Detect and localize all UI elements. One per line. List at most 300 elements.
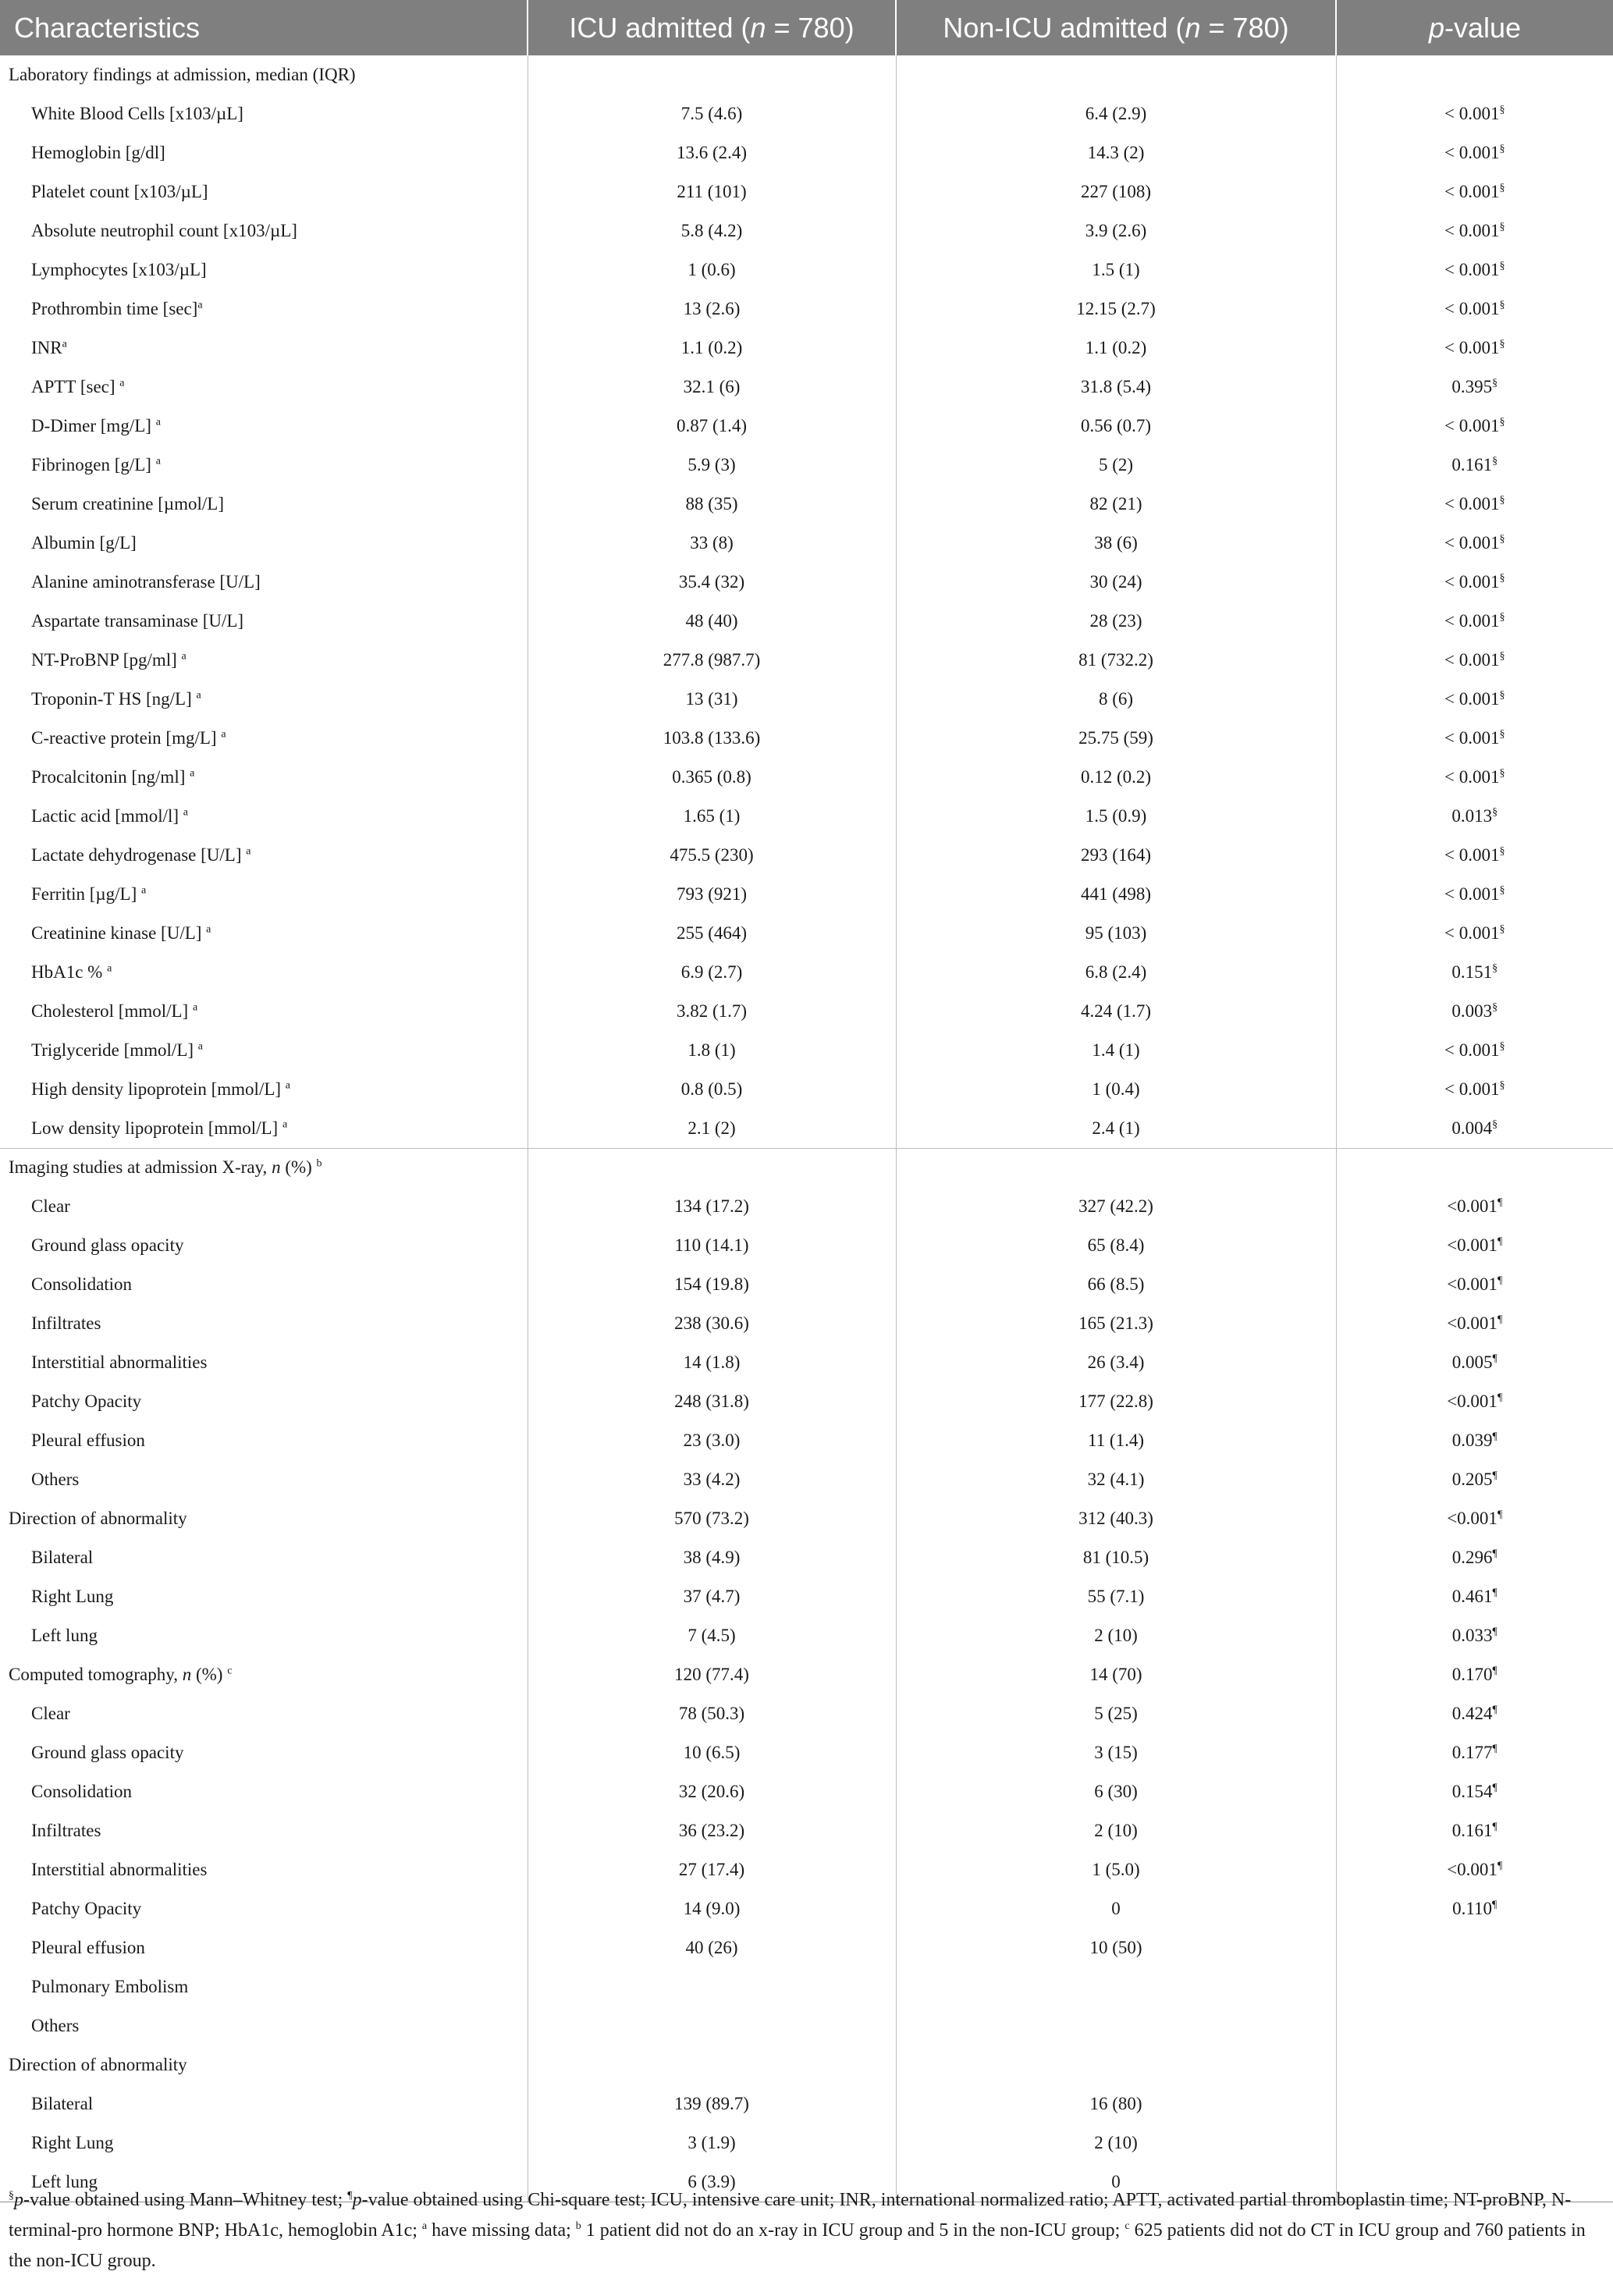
non-icu-value: 95 (103) <box>1085 923 1147 943</box>
row-label: Right Lung <box>31 2133 114 2152</box>
icu-value-cell <box>528 1031 896 1070</box>
table-row <box>0 1850 1613 1889</box>
icu-value-cell <box>528 1148 896 1187</box>
p-value-cell <box>1336 446 1613 485</box>
p-value: 0.110 <box>1452 1899 1493 1918</box>
p-value-marker: § <box>1492 1118 1498 1131</box>
p-value-marker: ¶ <box>1492 1352 1498 1365</box>
icu-value-cell <box>528 1187 896 1226</box>
non-icu-value: 1.5 (1) <box>1092 260 1140 279</box>
p-value-marker: ¶ <box>1492 1626 1498 1638</box>
icu-value: 255 (464) <box>676 923 748 943</box>
p-value-marker: § <box>1492 455 1498 467</box>
table-row <box>0 680 1613 719</box>
p-value: <0.001 <box>1447 1860 1498 1879</box>
icu-value-cell <box>528 953 896 992</box>
row-label-cell <box>0 1304 528 1343</box>
p-value-cell <box>1336 992 1613 1031</box>
row-label: Left lung <box>31 1626 98 1645</box>
row-label: INR <box>31 338 62 357</box>
table-row <box>0 1187 1613 1226</box>
row-label: Lactate dehydrogenase [U/L] <box>31 845 247 865</box>
row-label-cell <box>0 1694 528 1733</box>
p-value-marker: ¶ <box>1492 1899 1498 1911</box>
non-icu-value: 227 (108) <box>1080 182 1152 201</box>
row-label: APTT [sec] <box>31 377 120 396</box>
table-row <box>0 251 1613 290</box>
non-icu-value: 0 <box>1111 2171 1121 2191</box>
icu-value-cell <box>528 836 896 875</box>
row-label-cell <box>0 485 528 524</box>
non-icu-value: 0.56 (0.7) <box>1080 416 1152 435</box>
icu-value-cell <box>528 992 896 1031</box>
table-row <box>0 1967 1613 2006</box>
row-label: Creatinine kinase [U/L] <box>31 923 207 943</box>
row-label-sup: a <box>206 923 211 936</box>
p-value-cell <box>1336 875 1613 914</box>
header-icu-admitted <box>528 0 896 55</box>
row-label-cell <box>0 2045 528 2085</box>
row-label-sup: a <box>62 338 67 350</box>
icu-value-cell <box>528 1889 896 1928</box>
table-row <box>0 1889 1613 1928</box>
icu-value: 7 (4.5) <box>687 1626 736 1645</box>
row-label: Prothrombin time [sec] <box>31 299 198 318</box>
non-icu-value: 55 (7.1) <box>1087 1587 1145 1606</box>
table-row <box>0 1928 1613 1967</box>
icu-value-cell <box>528 407 896 446</box>
section-row <box>0 1499 1613 1538</box>
table-row <box>0 133 1613 172</box>
non-icu-value-cell <box>896 2045 1336 2085</box>
footnote-sup-section: § <box>9 2190 14 2202</box>
row-label: Interstitial abnormalities <box>31 1860 208 1879</box>
non-icu-value: 66 (8.5) <box>1087 1274 1145 1294</box>
p-value-marker: § <box>1499 923 1505 936</box>
table-row <box>0 797 1613 836</box>
icu-value: 10 (6.5) <box>683 1743 741 1762</box>
icu-value: 5.9 (3) <box>687 455 736 474</box>
p-value-cell <box>1336 953 1613 992</box>
header-characteristics-text: Characteristics <box>14 11 201 44</box>
p-value-cell <box>1336 211 1613 251</box>
non-icu-value-cell <box>896 1655 1336 1694</box>
non-icu-value: 81 (10.5) <box>1082 1548 1149 1567</box>
row-label-cell <box>0 368 528 407</box>
p-value-marker: § <box>1499 845 1505 858</box>
non-icu-value: 14 (70) <box>1089 1665 1142 1684</box>
icu-value: 13 (31) <box>685 689 738 709</box>
row-label-cell <box>0 2085 528 2124</box>
row-label-cell <box>0 563 528 602</box>
row-label: Pulmonary Embolism <box>31 1977 189 1996</box>
icu-value-cell <box>528 719 896 758</box>
footnote-p-italic: p <box>14 2190 23 2210</box>
non-icu-value: 11 (1.4) <box>1088 1431 1144 1450</box>
row-label: Absolute neutrophil count [x103/µL] <box>31 221 297 240</box>
p-value: 0.151 <box>1451 962 1493 982</box>
row-label-cell <box>0 836 528 875</box>
header-p-suffix: -value <box>1444 11 1522 44</box>
icu-value: 35.4 (32) <box>678 572 745 592</box>
p-value-cell <box>1336 2045 1613 2085</box>
icu-value: 7.5 (4.6) <box>680 104 743 123</box>
table-row <box>0 2124 1613 2163</box>
row-label-cell <box>0 1967 528 2006</box>
non-icu-value-cell <box>896 1304 1336 1343</box>
icu-value: 36 (23.2) <box>678 1821 745 1840</box>
p-value: 0.395 <box>1451 377 1493 396</box>
icu-value: 33 (4.2) <box>683 1470 741 1489</box>
non-icu-value-cell <box>896 2085 1336 2124</box>
row-label-cell <box>0 94 528 133</box>
icu-value-cell <box>528 641 896 680</box>
table-row <box>0 641 1613 680</box>
icu-value: 475.5 (230) <box>670 845 754 865</box>
table-row <box>0 1421 1613 1460</box>
p-value-marker: ¶ <box>1492 1431 1498 1443</box>
p-value-cell <box>1336 1187 1613 1226</box>
row-label-sup: a <box>190 767 195 780</box>
row-label-cell <box>0 1850 528 1889</box>
p-value-cell <box>1336 1733 1613 1772</box>
p-value-marker: § <box>1492 1001 1498 1014</box>
row-label: Ground glass opacity <box>31 1235 184 1255</box>
non-icu-value: 0 <box>1111 1899 1121 1918</box>
header-icu-n: n <box>750 11 766 44</box>
non-icu-value-cell <box>896 719 1336 758</box>
icu-value-cell <box>528 329 896 368</box>
table-row <box>0 2006 1613 2045</box>
non-icu-value-cell <box>896 1382 1336 1421</box>
icu-value-cell <box>528 1772 896 1811</box>
row-label-cell <box>0 1148 528 1187</box>
row-label: D-Dimer [mg/L] <box>31 416 156 435</box>
non-icu-value: 177 (22.8) <box>1078 1391 1153 1411</box>
non-icu-value-cell <box>896 1265 1336 1304</box>
p-value-cell <box>1336 1538 1613 1577</box>
icu-value: 120 (77.4) <box>674 1665 749 1684</box>
icu-value-cell <box>528 1109 896 1148</box>
row-label: Low density lipoprotein [mmol/L] <box>31 1118 282 1138</box>
row-label-cell <box>0 1382 528 1421</box>
table-row <box>0 368 1613 407</box>
table-row <box>0 524 1613 563</box>
p-value: < 0.001 <box>1444 533 1500 553</box>
row-label-cell <box>0 446 528 485</box>
table-row <box>0 875 1613 914</box>
p-value-marker: ¶ <box>1492 1743 1498 1755</box>
icu-value: 14 (1.8) <box>683 1352 741 1372</box>
row-label: Platelet count [x103/µL] <box>31 182 208 201</box>
p-value: < 0.001 <box>1444 1079 1500 1099</box>
p-value: < 0.001 <box>1444 572 1500 592</box>
row-label-cell <box>0 329 528 368</box>
section-row <box>0 1655 1613 1694</box>
p-value-cell <box>1336 602 1613 641</box>
non-icu-value: 2 (10) <box>1094 1821 1138 1840</box>
non-icu-value-cell <box>896 836 1336 875</box>
non-icu-value-cell <box>896 1187 1336 1226</box>
non-icu-value: 2 (10) <box>1094 2133 1138 2152</box>
non-icu-value: 165 (21.3) <box>1078 1313 1153 1333</box>
non-icu-value: 82 (21) <box>1089 494 1142 514</box>
row-label-cell <box>0 1343 528 1382</box>
table-row <box>0 1538 1613 1577</box>
row-label-cell <box>0 1499 528 1538</box>
non-icu-value-cell <box>896 953 1336 992</box>
icu-value-cell <box>528 485 896 524</box>
p-value: < 0.001 <box>1444 299 1500 318</box>
header-p-value <box>1336 0 1613 55</box>
row-label-sup: a <box>221 728 226 741</box>
row-label: Ferritin [µg/L] <box>31 884 141 904</box>
icu-value-cell <box>528 368 896 407</box>
p-value: <0.001 <box>1447 1274 1498 1294</box>
footnote-text-mann-whitney: -value obtained using Mann–Whitney test; <box>23 2190 348 2210</box>
p-value-cell <box>1336 1148 1613 1187</box>
row-label: Patchy Opacity <box>31 1391 142 1411</box>
p-value-cell <box>1336 1577 1613 1616</box>
icu-value: 238 (30.6) <box>674 1313 749 1333</box>
non-icu-value-cell <box>896 1616 1336 1655</box>
p-value-marker: § <box>1492 377 1498 389</box>
non-icu-value: 2.4 (1) <box>1092 1118 1140 1138</box>
table-row <box>0 1694 1613 1733</box>
p-value-marker: ¶ <box>1492 1782 1498 1794</box>
p-value-marker: § <box>1499 182 1505 194</box>
p-value: < 0.001 <box>1444 221 1500 240</box>
icu-value: 1.1 (0.2) <box>680 338 743 357</box>
p-value: <0.001 <box>1447 1313 1498 1333</box>
icu-value: 0.365 (0.8) <box>672 767 751 787</box>
non-icu-value-cell <box>896 2006 1336 2045</box>
row-label-cell <box>0 1733 528 1772</box>
table-row <box>0 329 1613 368</box>
icu-value: 6 (3.9) <box>687 2171 736 2191</box>
non-icu-value: 8 (6) <box>1098 689 1134 709</box>
p-value-cell <box>1336 2085 1613 2124</box>
row-label-cell <box>0 641 528 680</box>
icu-value-cell <box>528 1304 896 1343</box>
p-value: 0.004 <box>1451 1118 1493 1138</box>
non-icu-value-cell <box>896 797 1336 836</box>
p-value: < 0.001 <box>1444 728 1500 748</box>
p-value-marker: ¶ <box>1492 1821 1498 1833</box>
p-value: 0.296 <box>1451 1548 1493 1567</box>
row-label: White Blood Cells [x103/µL] <box>31 104 243 123</box>
row-label-sup: a <box>285 1079 291 1092</box>
non-icu-value-cell <box>896 1031 1336 1070</box>
table-row <box>0 2085 1613 2124</box>
section-row <box>0 2045 1613 2085</box>
icu-value: 3.82 (1.7) <box>676 1001 748 1021</box>
icu-value-cell <box>528 680 896 719</box>
icu-value: 103.8 (133.6) <box>663 728 761 748</box>
table-body <box>0 55 1613 2202</box>
icu-value-cell <box>528 1226 896 1265</box>
non-icu-value: 81 (732.2) <box>1078 650 1153 670</box>
section-row <box>0 55 1613 94</box>
row-label: Hemoglobin [g/dl] <box>31 143 165 162</box>
non-icu-value-cell <box>896 914 1336 953</box>
icu-value: 14 (9.0) <box>683 1899 741 1918</box>
row-label-cell <box>0 1265 528 1304</box>
icu-value-cell <box>528 2085 896 2124</box>
non-icu-value-cell <box>896 1928 1336 1967</box>
non-icu-value: 5 (25) <box>1094 1704 1138 1723</box>
non-icu-value: 26 (3.4) <box>1087 1352 1145 1372</box>
p-value-marker: ¶ <box>1492 1704 1498 1716</box>
non-icu-value-cell <box>896 1577 1336 1616</box>
p-value: 0.424 <box>1451 1704 1493 1723</box>
p-value-marker: ¶ <box>1497 1391 1503 1404</box>
non-icu-value-cell <box>896 1499 1336 1538</box>
p-value-cell <box>1336 1070 1613 1109</box>
header-icu-suffix: = 780) <box>766 11 854 44</box>
row-label-cell <box>0 1811 528 1850</box>
table-row <box>0 1109 1613 1148</box>
icu-value-cell <box>528 1850 896 1889</box>
p-value-cell <box>1336 251 1613 290</box>
icu-value-cell <box>528 1928 896 1967</box>
non-icu-value-cell <box>896 1343 1336 1382</box>
row-label: Fibrinogen [g/L] <box>31 455 156 474</box>
row-label-cell <box>0 1070 528 1109</box>
p-value-cell <box>1336 1811 1613 1850</box>
footnote-text-abbreviations: -value obtained using Chi-square test; ICU, intensive care unit; INR, international normalized ratio; APTT, activated partial thromboplastin time; NT-proBNP, N-terminal-pro hormone BNP; HbA1c, hemoglobin A1c; <box>9 2190 1572 2241</box>
p-value: <0.001 <box>1447 1196 1498 1216</box>
table-row <box>0 485 1613 524</box>
row-label: Alanine aminotransferase [U/L] <box>31 572 261 592</box>
icu-value: 110 (14.1) <box>674 1235 749 1255</box>
non-icu-value: 293 (164) <box>1080 845 1152 865</box>
p-value-cell <box>1336 797 1613 836</box>
icu-value: 1 (0.6) <box>687 260 736 279</box>
non-icu-value-cell <box>896 55 1336 94</box>
table-row <box>0 1031 1613 1070</box>
row-label-cell <box>0 719 528 758</box>
footnote-p-italic-2: p <box>352 2190 362 2210</box>
row-label-cell <box>0 1187 528 1226</box>
table-row <box>0 1616 1613 1655</box>
p-value-marker: ¶ <box>1497 1196 1503 1209</box>
icu-value: 6.9 (2.7) <box>680 962 743 982</box>
row-label-cell <box>0 1109 528 1148</box>
icu-value: 13 (2.6) <box>683 299 741 318</box>
row-label: Infiltrates <box>31 1821 101 1840</box>
p-value-cell <box>1336 368 1613 407</box>
p-value-marker: § <box>1492 806 1498 819</box>
non-icu-value-cell <box>896 758 1336 797</box>
non-icu-value: 65 (8.4) <box>1087 1235 1145 1255</box>
row-label-cell <box>0 2006 528 2045</box>
row-label: Laboratory findings at admission, median (IQR) <box>9 65 356 84</box>
table-row <box>0 211 1613 251</box>
p-value: <0.001 <box>1447 1509 1498 1528</box>
non-icu-value-cell <box>896 1109 1336 1148</box>
non-icu-value: 16 (80) <box>1089 2094 1142 2113</box>
row-label-sup: a <box>197 299 203 311</box>
row-label: Patchy Opacity <box>31 1899 142 1918</box>
icu-value-cell <box>528 94 896 133</box>
p-value: < 0.001 <box>1444 884 1500 904</box>
icu-value: 32 (20.6) <box>678 1782 745 1801</box>
icu-value: 32.1 (6) <box>683 377 741 396</box>
non-icu-value-cell <box>896 485 1336 524</box>
row-label-cell <box>0 914 528 953</box>
row-label: Lymphocytes [x103/µL] <box>31 260 207 279</box>
row-label-italic: n <box>272 1157 281 1178</box>
row-label: Left lung <box>31 2171 98 2191</box>
footnote-text-b: 1 patient did not do an x-ray in ICU group and 5 in the non-ICU group; <box>581 2220 1125 2241</box>
icu-value-cell <box>528 1460 896 1499</box>
non-icu-value-cell <box>896 563 1336 602</box>
row-label: Clear <box>31 1196 70 1216</box>
row-label-cell <box>0 211 528 251</box>
row-label-after: (%) <box>191 1665 228 1684</box>
table-footnote <box>9 2185 1604 2276</box>
header-nonicu-prefix: Non-ICU admitted ( <box>943 11 1185 44</box>
non-icu-value-cell <box>896 875 1336 914</box>
p-value: 0.461 <box>1451 1587 1493 1606</box>
p-value: < 0.001 <box>1444 104 1500 123</box>
row-label-cell <box>0 602 528 641</box>
icu-value: 248 (31.8) <box>674 1391 749 1411</box>
row-label: Imaging studies at admission X-ray, <box>9 1157 272 1178</box>
row-label-cell <box>0 1031 528 1070</box>
p-value-marker: § <box>1499 221 1505 233</box>
p-value-marker: ¶ <box>1497 1313 1503 1326</box>
non-icu-value-cell <box>896 1850 1336 1889</box>
p-value-cell <box>1336 94 1613 133</box>
row-label-cell <box>0 1460 528 1499</box>
p-value-cell <box>1336 407 1613 446</box>
p-value-cell <box>1336 485 1613 524</box>
row-label-cell <box>0 2124 528 2163</box>
non-icu-value-cell <box>896 1811 1336 1850</box>
non-icu-value: 1.1 (0.2) <box>1085 338 1147 357</box>
row-label-sup: a <box>192 1001 198 1014</box>
row-label-cell <box>0 290 528 329</box>
p-value-marker: § <box>1499 1079 1505 1092</box>
icu-value-cell <box>528 446 896 485</box>
icu-value: 277.8 (987.7) <box>663 650 761 670</box>
row-label-cell <box>0 133 528 172</box>
row-label-sup: a <box>155 416 161 428</box>
header-non-icu-admitted <box>896 0 1336 55</box>
p-value-cell <box>1336 2124 1613 2163</box>
p-value-cell <box>1336 1616 1613 1655</box>
row-label-sup: a <box>181 650 187 663</box>
table-row <box>0 602 1613 641</box>
p-value-marker: § <box>1499 689 1505 702</box>
icu-value-cell <box>528 1694 896 1733</box>
table-row <box>0 1811 1613 1850</box>
table-row <box>0 1304 1613 1343</box>
p-value-cell <box>1336 172 1613 211</box>
p-value: < 0.001 <box>1444 338 1500 357</box>
non-icu-value: 0.12 (0.2) <box>1080 767 1152 787</box>
icu-value: 38 (4.9) <box>683 1548 741 1567</box>
row-label: Aspartate transaminase [U/L] <box>31 611 244 631</box>
p-value: < 0.001 <box>1444 182 1500 201</box>
row-label-cell <box>0 1226 528 1265</box>
non-icu-value-cell <box>896 1772 1336 1811</box>
icu-value-cell <box>528 133 896 172</box>
header-icu-prefix: ICU admitted ( <box>569 11 751 44</box>
icu-value-cell <box>528 1811 896 1850</box>
